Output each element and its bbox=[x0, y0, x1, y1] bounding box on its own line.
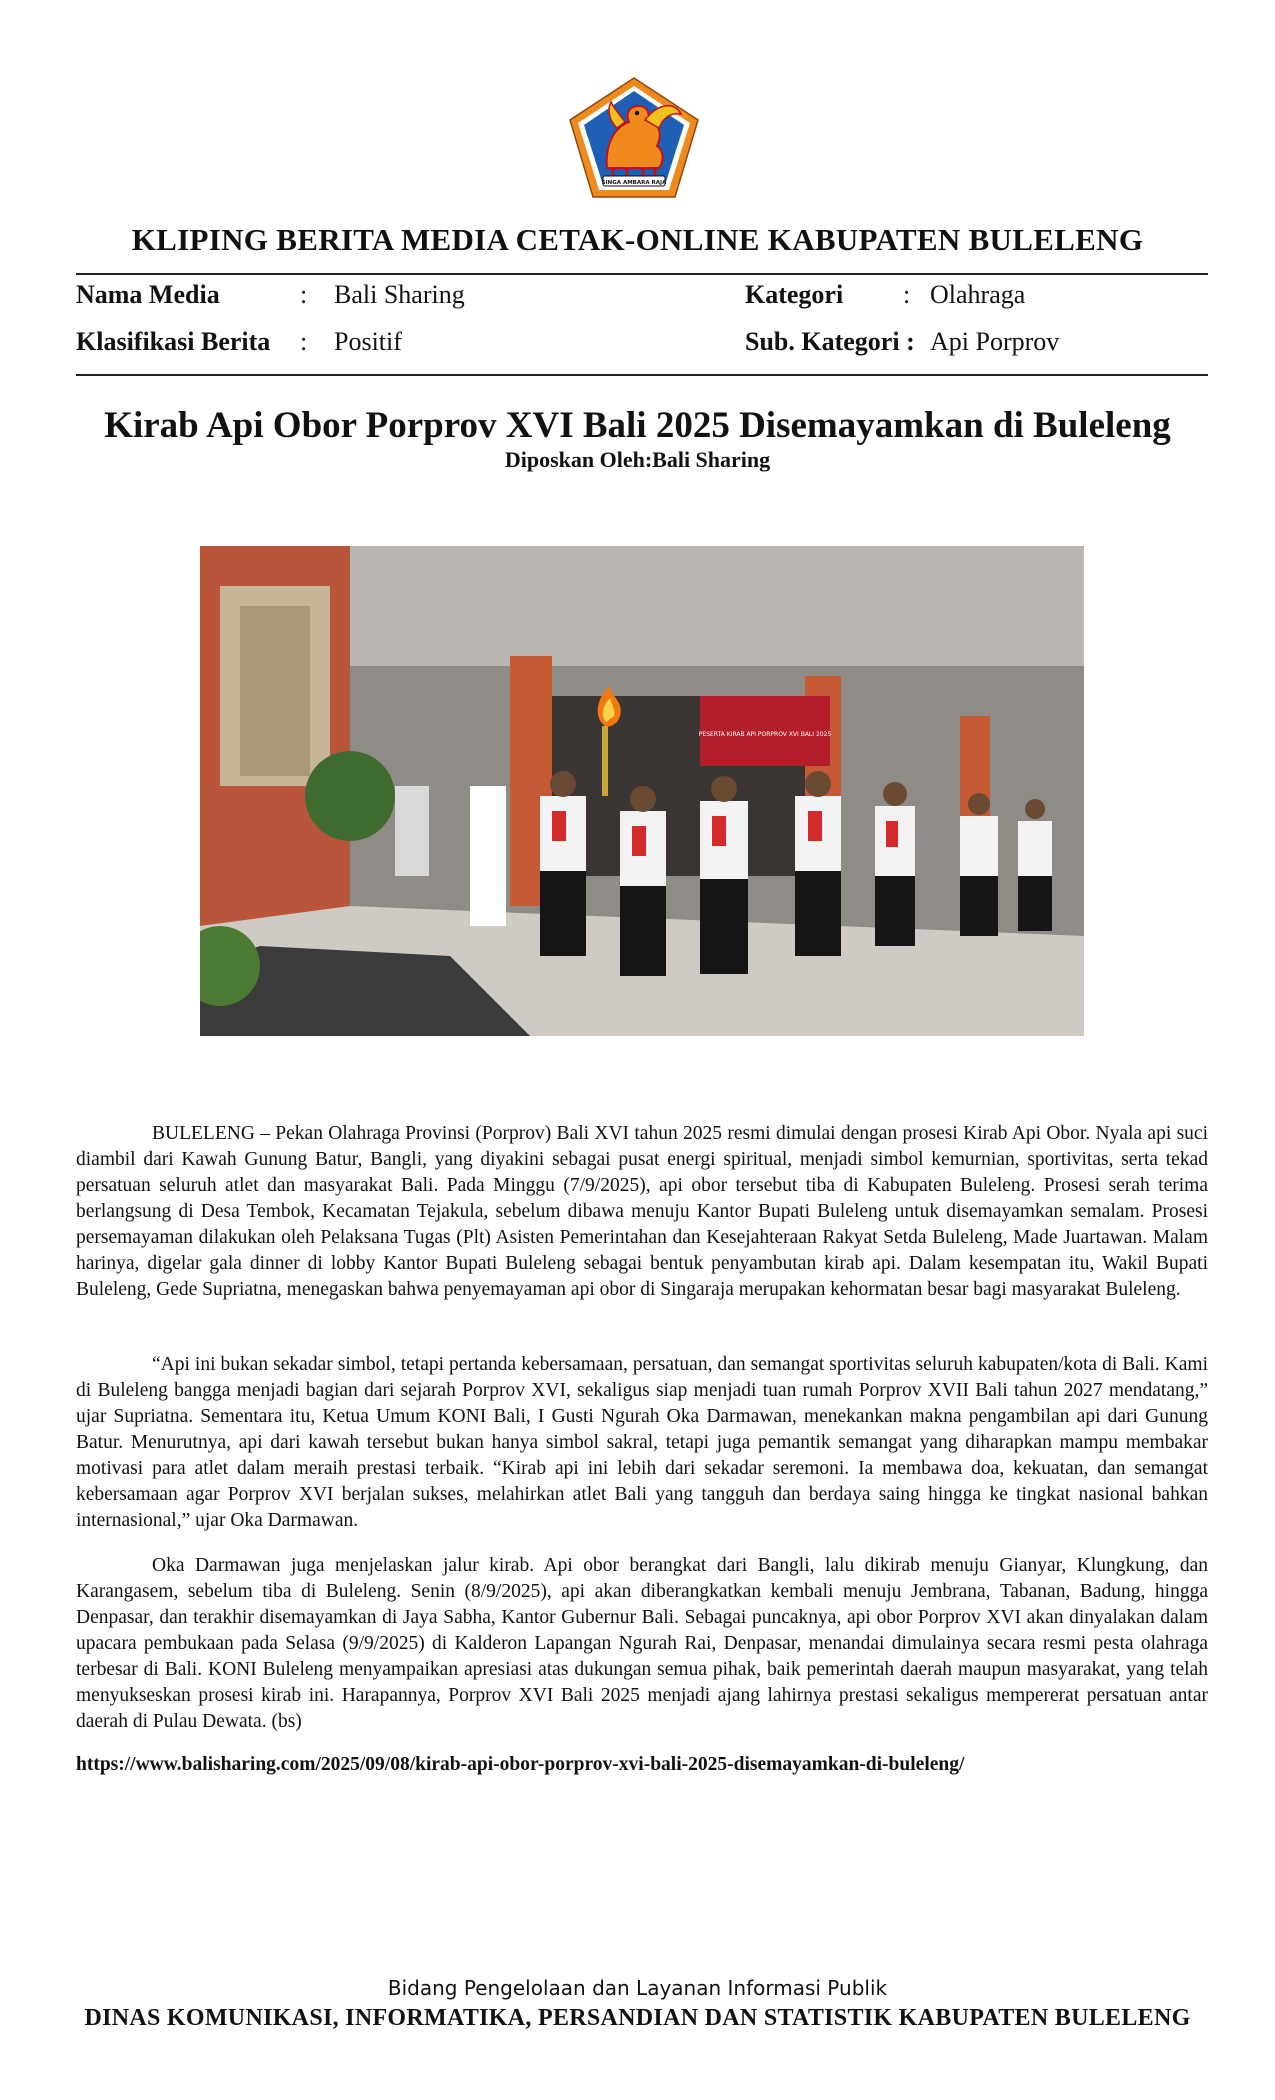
masthead-title: KLIPING BERITA MEDIA CETAK-ONLINE KABUPATEN BULELENG bbox=[131, 222, 1144, 257]
separator: : bbox=[903, 280, 911, 309]
article-paragraph-2: “Api ini bukan sekadar simbol, tetapi pertanda kebersamaan, persatuan, dan semangat sportivitas seluruh kabupaten/kota di Bali. Kami di Buleleng bangga menjadi bagian dari sejarah Porprov XVI, sekaligus siap menjadi tuan rumah Porprov XVII Bali tahun 2027 mendatang,” ujar Supriatna. Sementara itu, Ketua Umum KONI Bali, I Gusti Ngurah Oka Darmawan, menekankan makna pengambilan api dari Gunung Batur. Menurutnya, api dari kawah tersebut bukan hanya simbol sakral, tetapi juga pemantik semangat yang diharapkan mampu membakar motivasi para atlet dalam meraih prestasi terbaik. “Kirab api ini lebih dari sekadar seremoni. Ia membawa doa, kekuatan, dan semangat kebersamaan agar Porprov XVI berjalan sukses, melahirkan atlet Bali yang tangguh dan berdaya saing hingga ke tingkat nasional bahkan internasional,” ujar Oka Darmawan. bbox=[76, 1354, 1208, 1531]
footer-department: Bidang Pengelolaan dan Layanan Informasi Publik bbox=[387, 1976, 888, 2000]
separator: : bbox=[300, 327, 308, 356]
nama-media-label: Nama Media bbox=[76, 280, 220, 309]
sub-kategori-value: Api Porprov bbox=[930, 327, 1060, 356]
logo-motto: SINGA AMBARA RAJA bbox=[601, 180, 667, 186]
article-photo bbox=[200, 546, 1084, 1036]
kategori-sep bbox=[903, 280, 910, 310]
kabupaten-buleleng-logo bbox=[567, 76, 701, 200]
kategori-value: Olahraga bbox=[930, 280, 1026, 309]
footer-agency: DINAS KOMUNIKASI, INFORMATIKA, PERSANDIAN DAN STATISTIK KABUPATEN BULELENG bbox=[84, 2005, 1191, 2031]
separator: : bbox=[300, 280, 308, 309]
article-byline: Diposkan Oleh:Bali Sharing bbox=[504, 447, 771, 472]
klasifikasi-label: Klasifikasi Berita bbox=[76, 327, 271, 356]
nama-media-value: Bali Sharing bbox=[334, 280, 465, 309]
klasifikasi-row bbox=[76, 327, 270, 357]
article-headline: Kirab Api Obor Porprov XVI Bali 2025 Disemayamkan di Buleleng bbox=[104, 405, 1171, 446]
kategori-row bbox=[745, 280, 843, 310]
nama-media-sep bbox=[300, 280, 307, 310]
header-rule-bottom bbox=[76, 374, 1208, 376]
photo-banner-text: PESERTA KIRAB API PORPROV XVI BALI 2025 bbox=[698, 731, 832, 738]
source-url-link[interactable]: https://www.balisharing.com/2025/09/08/kirab-api-obor-porprov-xvi-bali-2025-disemayamkan-di-buleleng/ bbox=[76, 1754, 965, 1775]
kategori-label: Kategori bbox=[745, 280, 844, 309]
sub-kategori-row bbox=[745, 327, 915, 357]
klasifikasi-value: Positif bbox=[334, 327, 402, 356]
klasifikasi-sep bbox=[300, 327, 307, 357]
header-rule-top bbox=[76, 273, 1208, 275]
nama-media-row bbox=[76, 280, 220, 310]
article-paragraph-3: Oka Darmawan juga menjelaskan jalur kirab. Api obor berangkat dari Bangli, lalu dikirab menuju Gianyar, Klungkung, dan Karangasem, sebelum tiba di Buleleng. Senin (8/9/2025), api akan diberangkatkan kembali menuju Jembrana, Tabanan, Badung, hingga Denpasar, dan terakhir disemayamkan di Jaya Sabha, Kantor Gubernur Bali. Sebagai puncaknya, api obor Porprov XVI akan dinyalakan dalam upacara pembukaan pada Selasa (9/9/2025) di Kalderon Lapangan Ngurah Rai, Denpasar, menandai dimulainya secara resmi pesta olahraga terbesar di Bali. KONI Buleleng menyampaikan apresiasi atas dukungan semua pihak, baik pemerintah daerah maupun masyarakat, yang telah menyukseskan prosesi kirab ini. Harapannya, Porprov XVI Bali 2025 menjadi ajang lahirnya prestasi sekaligus mempererat persatuan antar daerah di Pulau Dewata. (bs) bbox=[76, 1555, 1208, 1732]
article-paragraph-1: BULELENG – Pekan Olahraga Provinsi (Porprov) Bali XVI tahun 2025 resmi dimulai dengan prosesi Kirab Api Obor. Nyala api suci diambil dari Kawah Gunung Batur, Bangli, yang diyakini sebagai pusat energi spiritual, menjadi simbol kemurnian, sportivitas, serta tekad persatuan seluruh atlet dan masyarakat Bali. Pada Minggu (7/9/2025), api obor tersebut tiba di Kabupaten Buleleng. Prosesi serah terima berlangsung di Desa Tembok, Kecamatan Tejakula, sebelum dibawa menuju Kantor Bupati Buleleng untuk disemayamkan semalam. Prosesi persemayaman dilakukan oleh Pelaksana Tugas (Plt) Asisten Pemerintahan dan Kesejahteraan Rakyat Setda Buleleng, Made Juartawan. Malam harinya, digelar gala dinner di lobby Kantor Bupati Buleleng sebagai bentuk penyambutan kirab api. Dalam kesempatan itu, Wakil Bupati Buleleng, Gede Supriatna, menegaskan bahwa penyemayaman api obor di Singaraja merupakan kehormatan besar bagi masyarakat Buleleng. bbox=[76, 1123, 1208, 1300]
sub-kategori-label: Sub. Kategori : bbox=[745, 327, 915, 356]
